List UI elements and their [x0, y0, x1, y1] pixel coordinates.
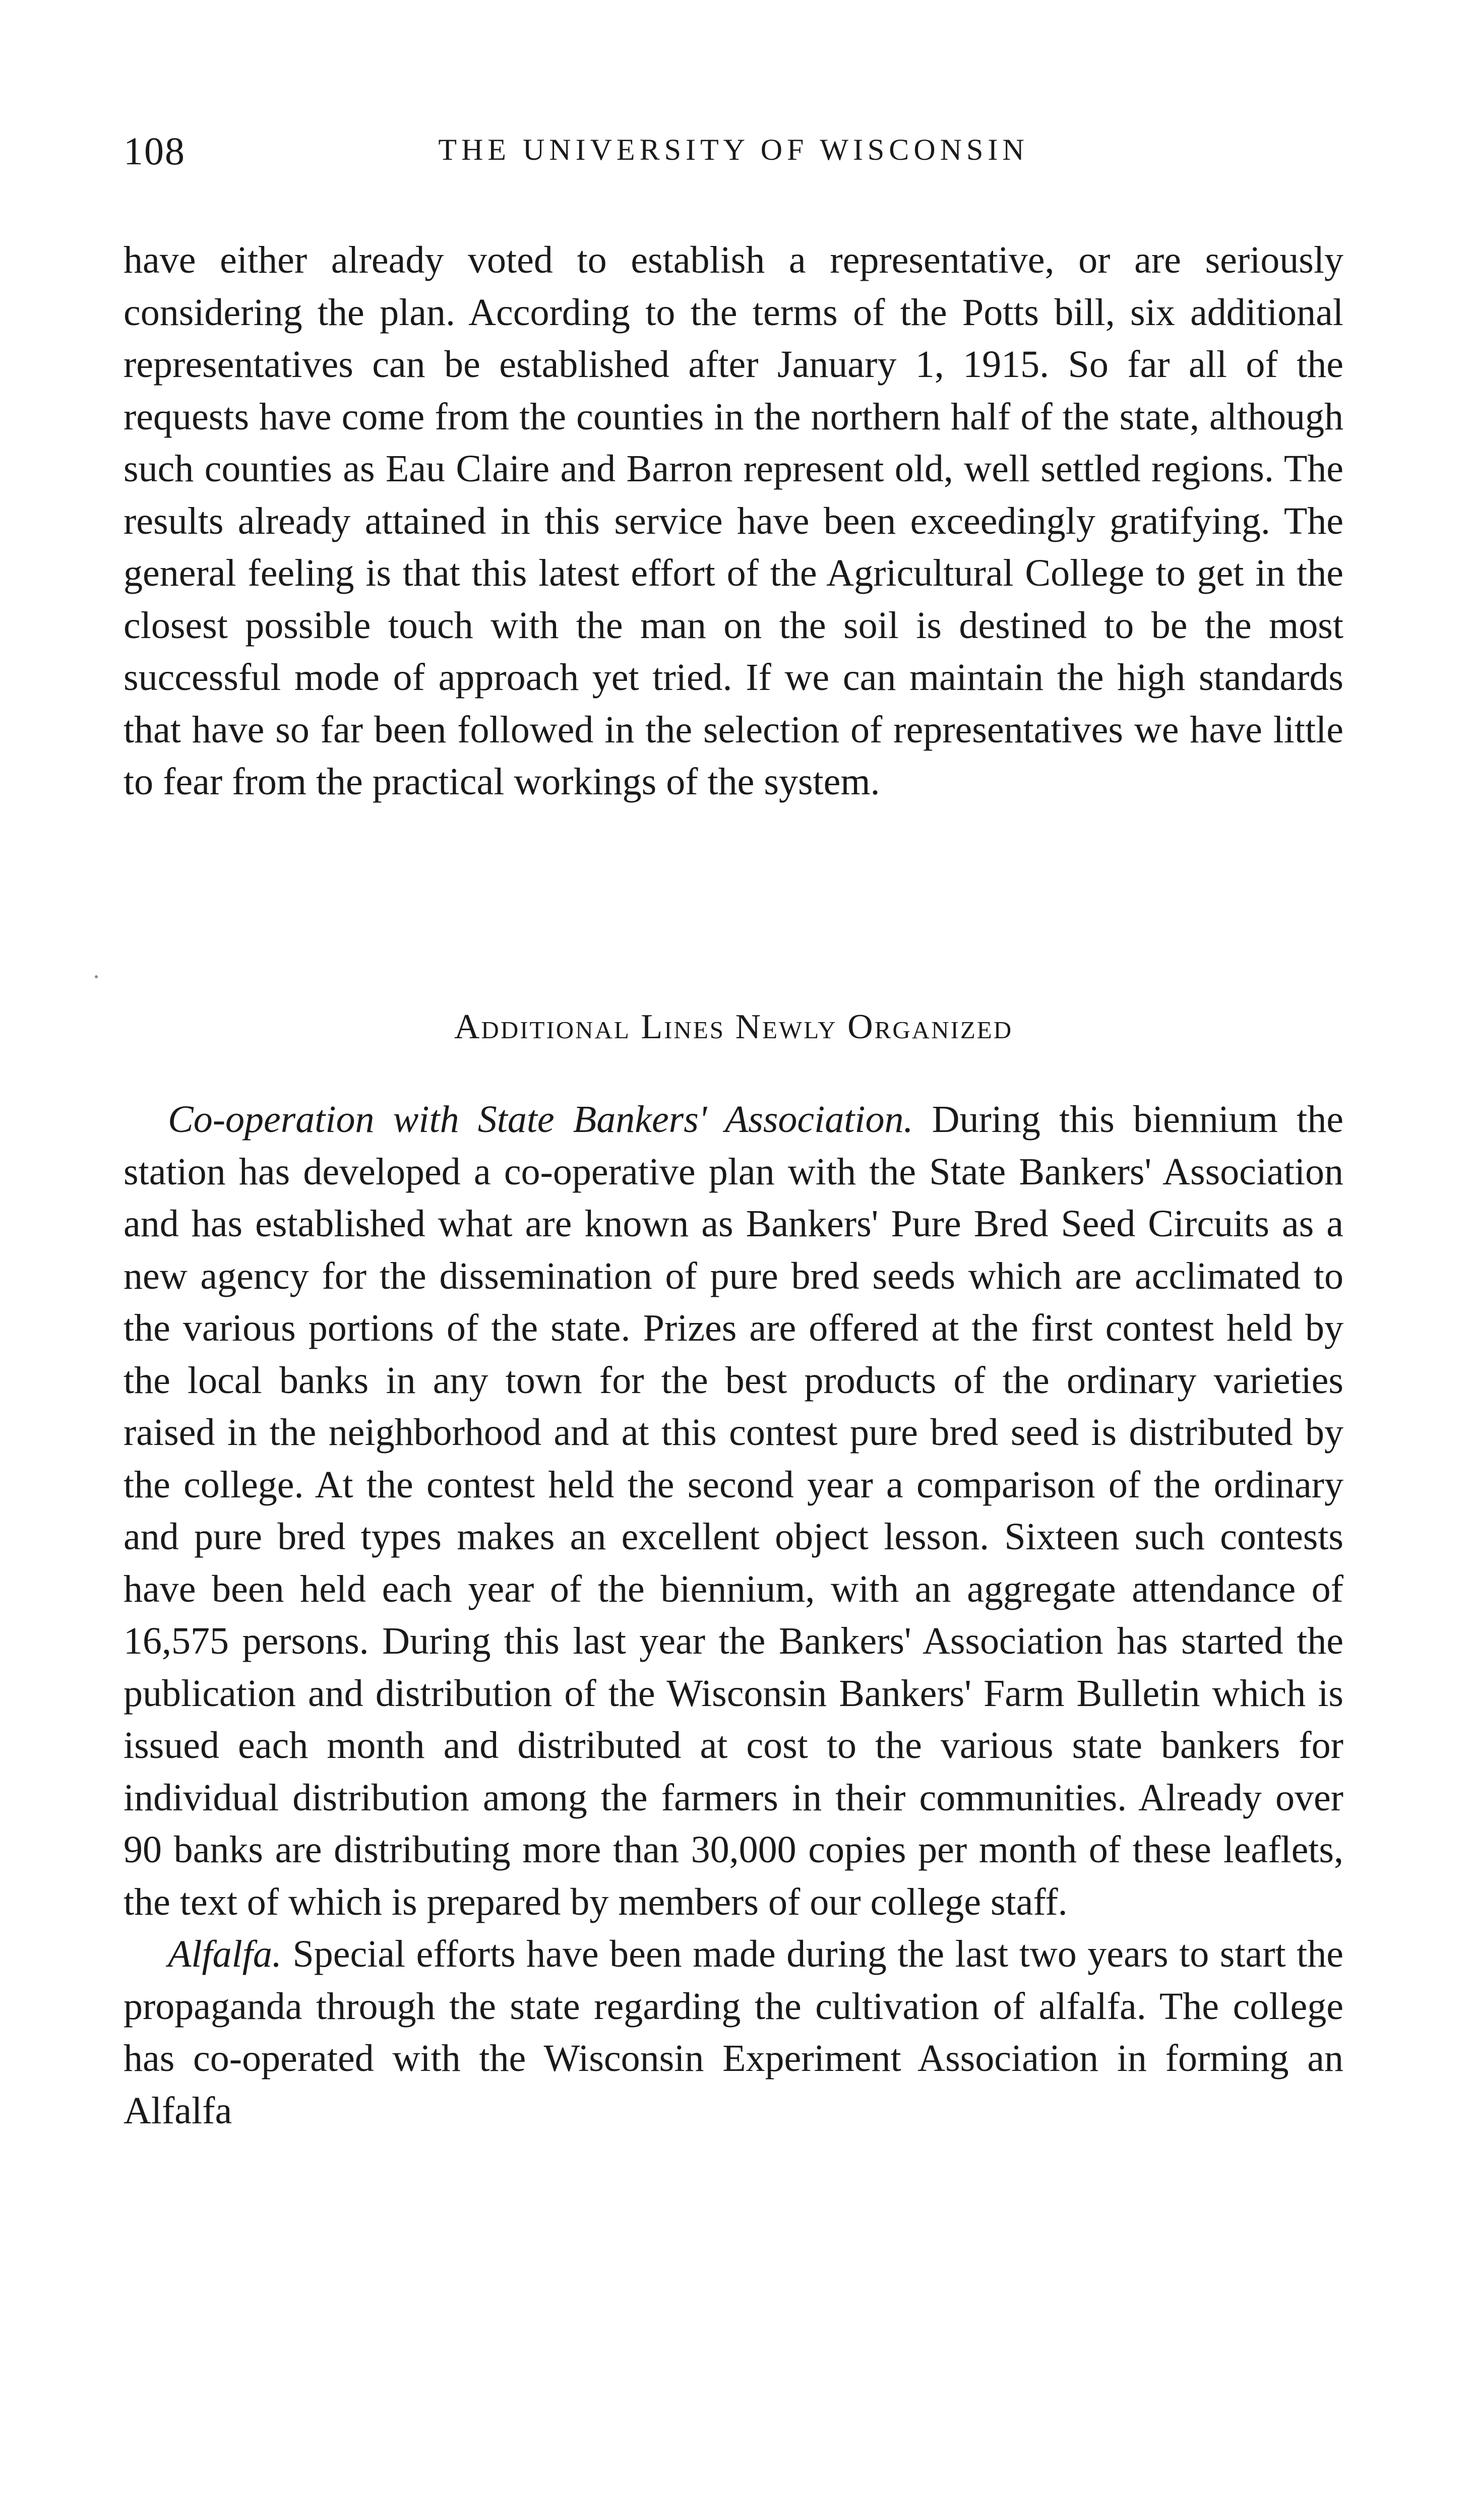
paragraph-alfalfa — [124, 1928, 1343, 2137]
paragraph-alfalfa-text: Special efforts have been made during the last two years to start the propaganda through the state regarding the cultivation of alfalfa. The college has co-operated with the Wisconsin Experiment Association in forming an Alfalfa — [124, 1933, 1344, 2132]
run-in-heading-alfalfa: Alfalfa. — [168, 1933, 282, 1975]
body-text-top — [124, 234, 1343, 808]
paragraph-bankers — [124, 1094, 1343, 1928]
page-header — [124, 129, 1343, 174]
paragraph-intro: have either already voted to establish a representative, or are seriously considering the plan. According to the terms of the Potts bill, six additional representatives can be established after January 1, 1915. So far all of the requests have come from the counties in the northern half of the state, although such counties as Eau Claire and Barron represent old, well settled regions. The results already attained in this service have been exceedingly gratifying. The general feeling is that this latest effort of the Agricultural College to get in the closest possible touch with the man on the soil is destined to be the most successful mode of approach yet tried. If we can maintain the high standards that have so far been followed in the selection of representatives we have little to fear from the practical workings of the system. — [124, 239, 1343, 803]
page-number: 108 — [124, 129, 186, 173]
running-head: THE UNIVERSITY OF WISCONSIN — [438, 133, 1029, 166]
section-heading: Additional Lines Newly Organized — [454, 1007, 1013, 1046]
paragraph-bankers-text: During this biennium the station has developed a co-operative plan with the State Bankers' Association and has established what are known as Bankers' Pure Bred Seed Circuits as a new agency for the dissemination of pure bred seeds which are acclimated to the various portions of the state. Prizes are offered at the first contest held by the local banks in any town for the best products of the ordinary varieties raised in the neighborhood and at this contest pure bred seed is distributed by the college. At the contest held the second year a comparison of the ordinary and pure bred types makes an excellent object lesson. Sixteen such contests have been held each year of the biennium, with an aggregate attendance of 16,575 persons. During this last year the Bankers' Association has started the publication and distribution of the Wisconsin Bankers' Farm Bulletin which is issued each month and distributed at cost to the various state bankers for individual distribution among the farmers in their communities. Already over 90 banks are distributing more than 30,000 copies per month of these leaflets, the text of which is prepared by members of our college staff. — [124, 1098, 1344, 1923]
stray-mark — [95, 975, 98, 978]
body-text-bottom — [124, 1094, 1343, 2137]
run-in-heading-bankers: Co-operation with State Bankers' Association. — [168, 1098, 913, 1141]
